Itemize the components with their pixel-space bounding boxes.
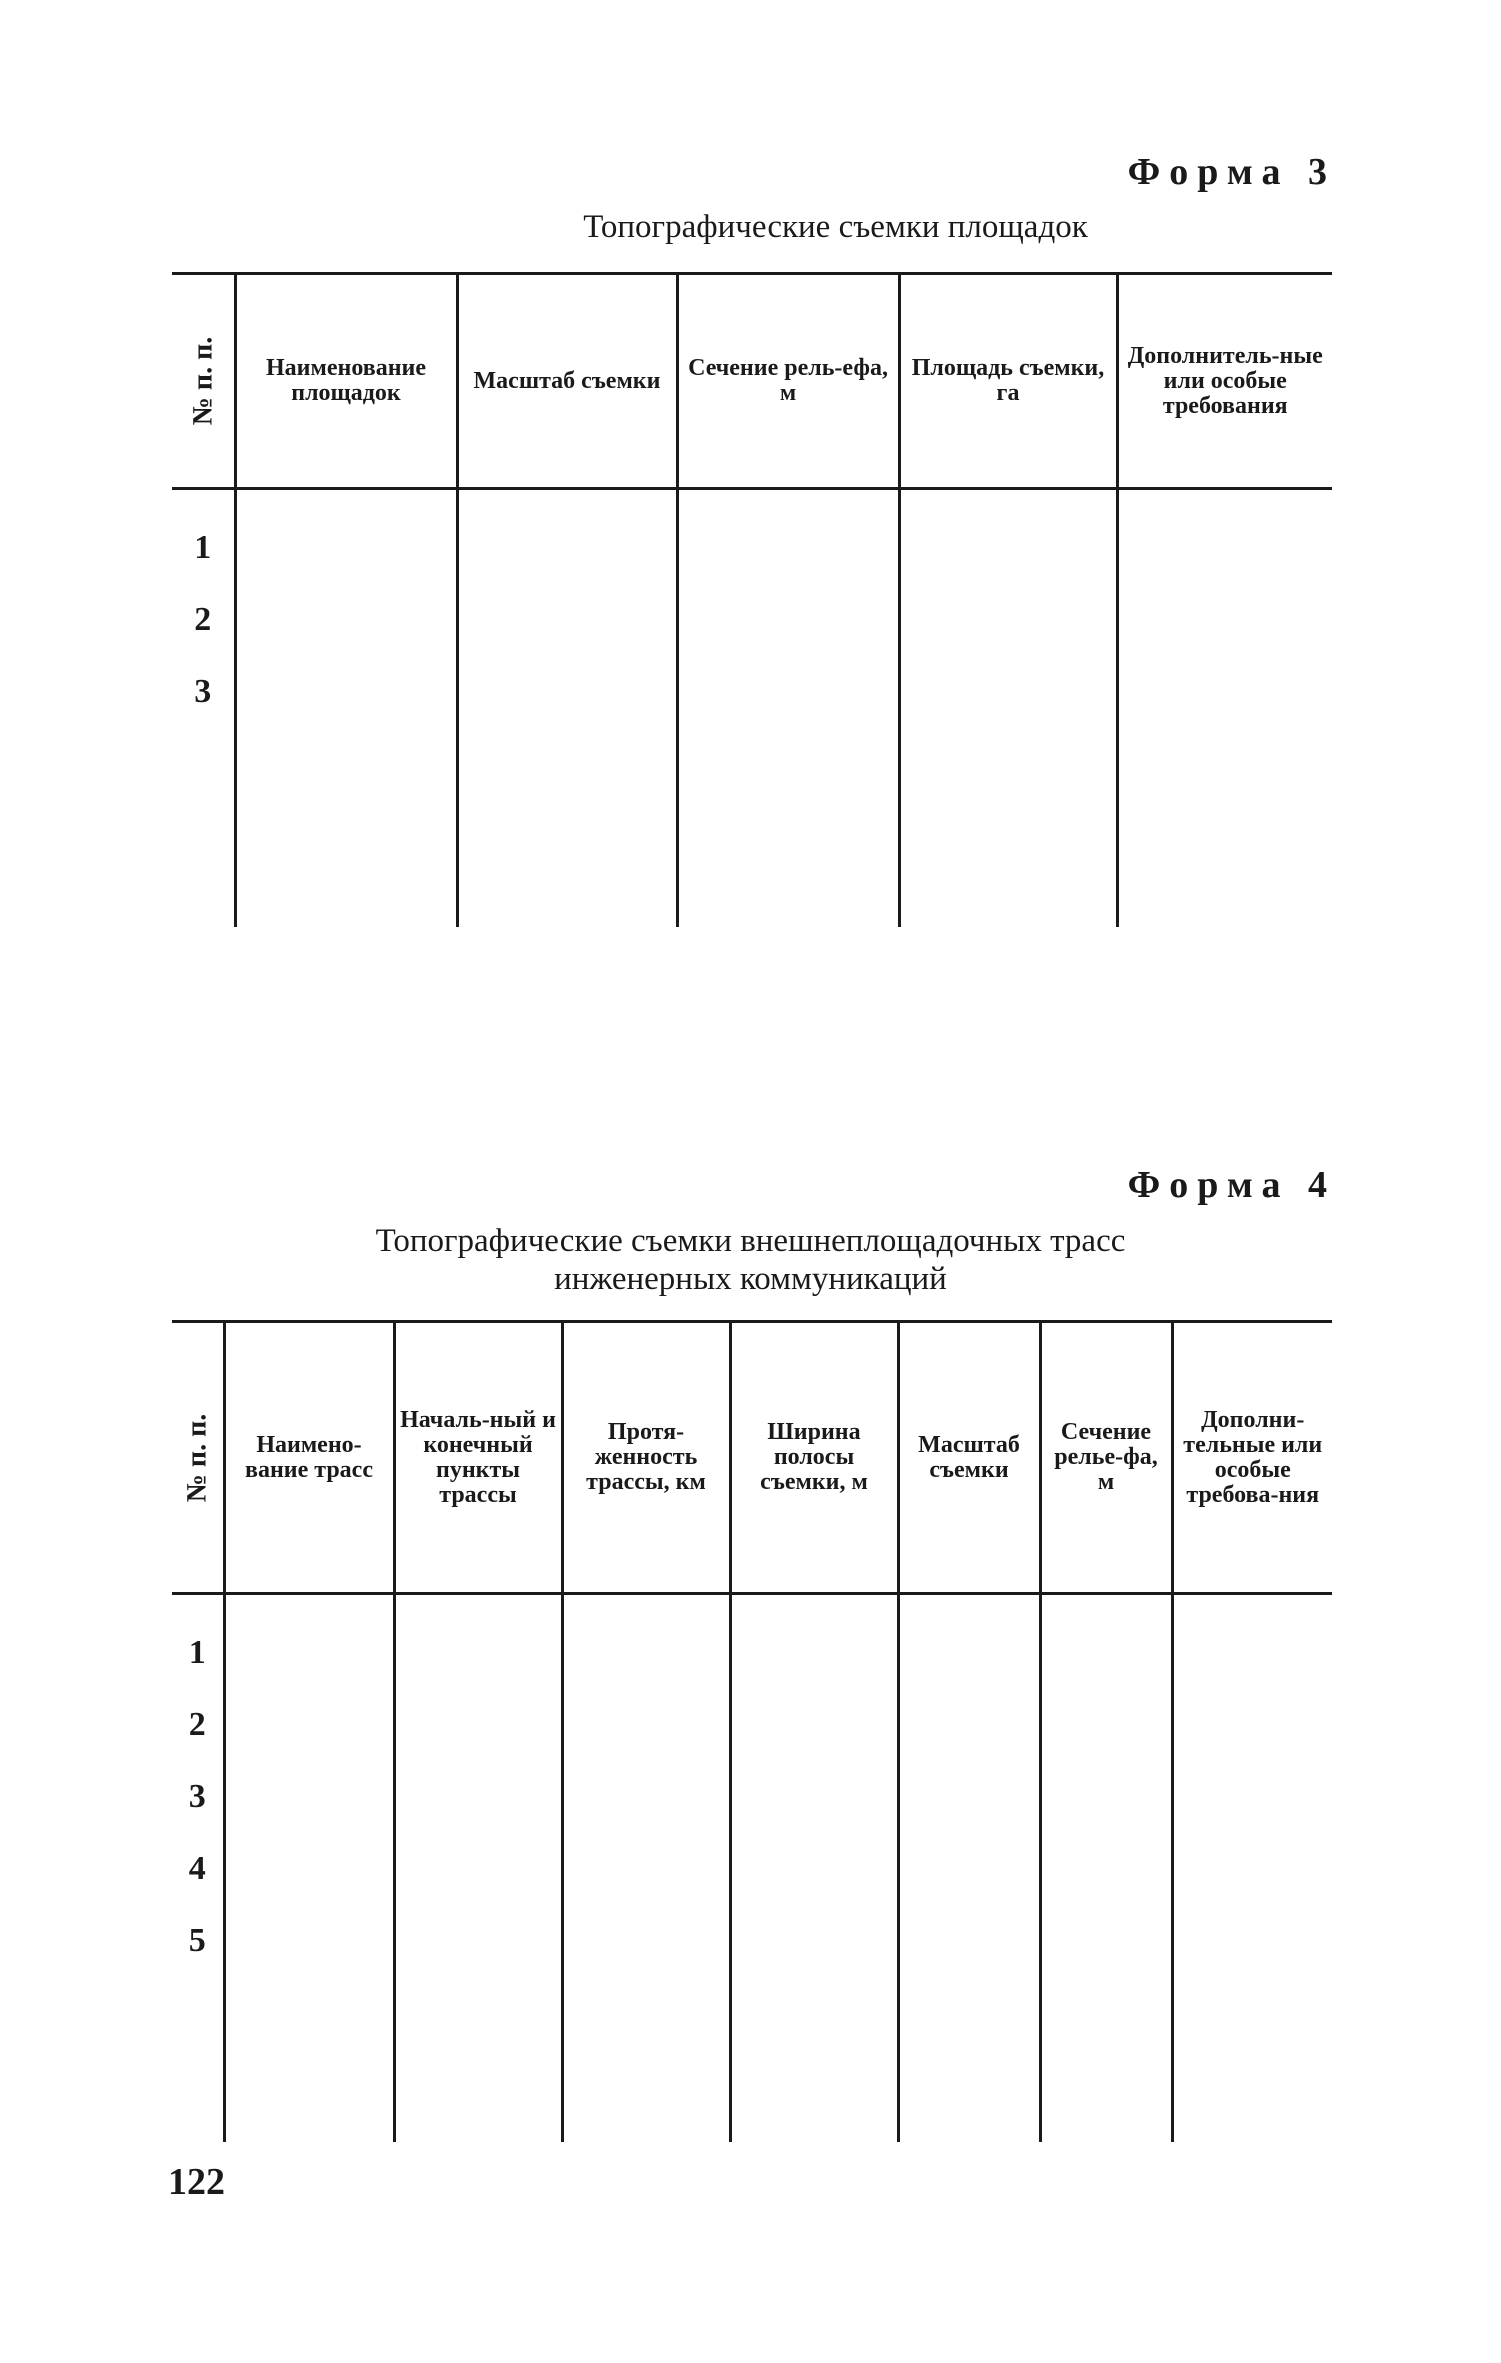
table-cell [457,489,677,927]
column-header-route-length: Протя-женность трассы, км [562,1322,730,1594]
form-4-body-row [172,1594,1332,2142]
column-header-survey-scale: Масштаб съемки [898,1322,1040,1594]
table-cell [235,489,457,927]
column-header-number: № п. п. [172,274,235,489]
row-number: 5 [188,1922,206,1959]
table-cell [224,1594,394,2142]
row-number: 3 [194,673,212,710]
row-number: 2 [194,601,212,638]
table-cell [394,1594,562,2142]
column-header-extra-requirements: Дополни-тельные или особые требова-ния [1172,1322,1332,1594]
column-header-contour-interval: Сечение релье-фа, м [1040,1322,1172,1594]
table-cell [562,1594,730,2142]
table-cell [1040,1594,1172,2142]
column-header-survey-scale: Масштаб съемки [457,274,677,489]
column-header-contour-interval: Сечение рель-ефа, м [677,274,899,489]
column-header-survey-area: Площадь съемки, га [899,274,1117,489]
column-header-extra-requirements: Дополнитель-ные или особые требования [1117,274,1332,489]
form-3-header-row [172,274,1332,489]
column-header-route-name: Наимено-вание трасс [224,1322,394,1594]
form-3-table [172,272,1332,927]
form-3-title: Топографические съемки площадок [583,209,1088,245]
table-cell [677,489,899,927]
form-4-title-line-1: Топографические съемки внешнеплощадочных трасс [375,1223,1126,1259]
table-cell [730,1594,898,2142]
row-number: 4 [188,1850,206,1887]
row-number: 2 [188,1706,206,1743]
form-4-title-line-2: инженерных коммуникаций [554,1261,947,1297]
column-header-start-end-points: Началь-ный и конечный пункты трассы [394,1322,562,1594]
form-4-label: Форма 4 [1127,1164,1336,1206]
column-header-number: № п. п. [172,1322,224,1594]
table-cell [1172,1594,1332,2142]
form-4-title [0,1222,1501,1298]
page-number: 122 [168,2161,225,2203]
form-3-row-numbers [172,489,235,927]
form-4-row-numbers [172,1594,224,2142]
form-4-header-row [172,1322,1332,1594]
row-number: 3 [188,1778,206,1815]
row-number: 1 [194,529,212,566]
table-cell [898,1594,1040,2142]
form-3-body-row [172,489,1332,927]
form-3-label: Форма 3 [1127,151,1336,193]
row-number: 1 [188,1634,206,1671]
table-cell [899,489,1117,927]
table-cell [1117,489,1332,927]
form-4-table [172,1320,1332,2142]
column-header-site-name: Наименование площадок [235,274,457,489]
column-header-survey-strip-width: Ширина полосы съемки, м [730,1322,898,1594]
